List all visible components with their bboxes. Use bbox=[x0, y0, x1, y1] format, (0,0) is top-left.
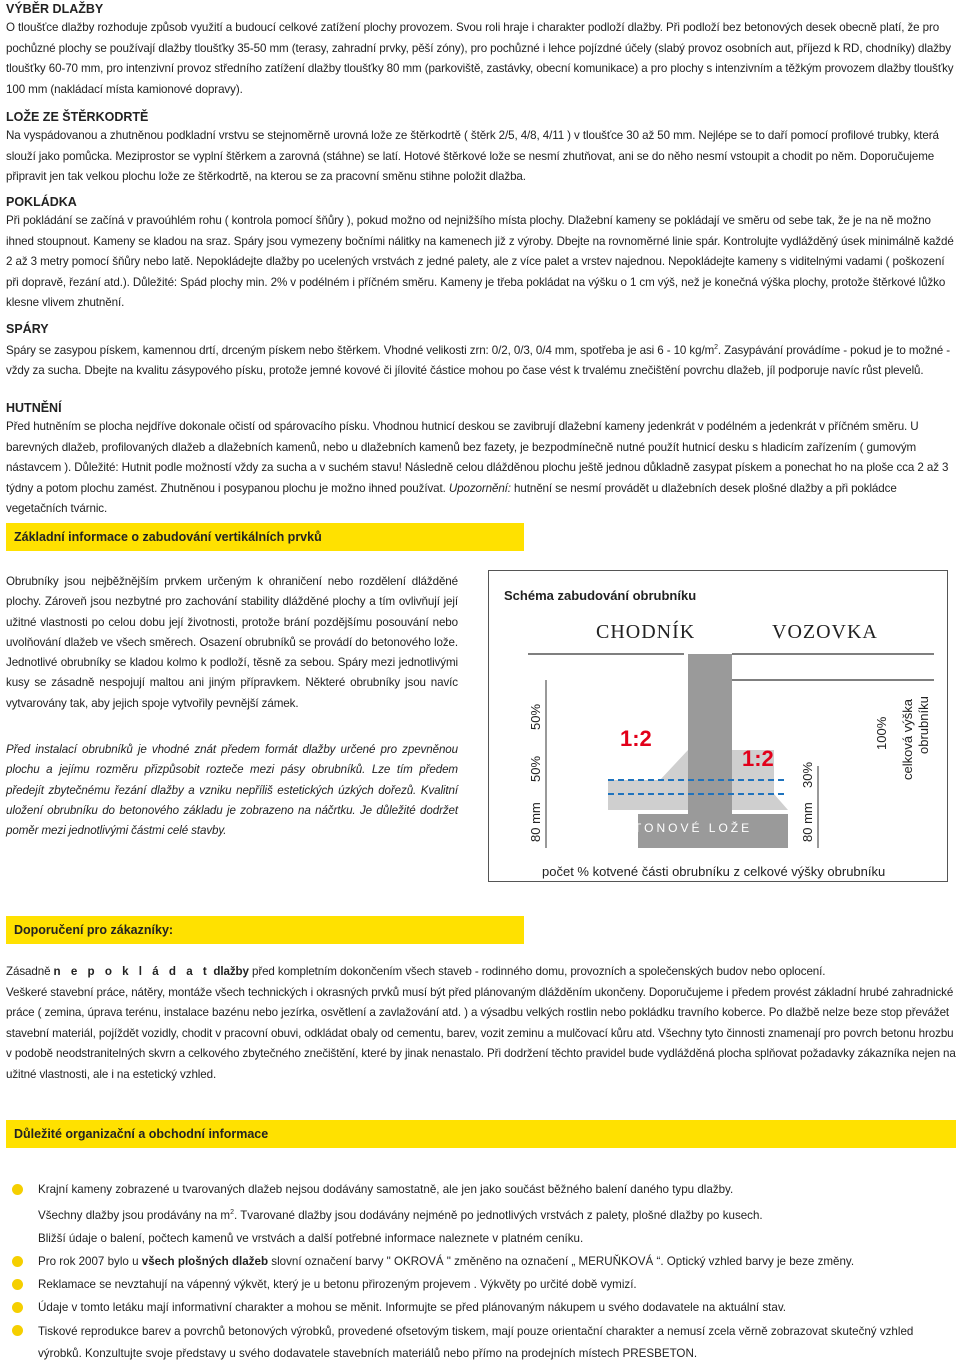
section-doporuceni bbox=[6, 962, 956, 1085]
curb-diagram bbox=[488, 570, 948, 882]
label-80mm-right: 80 mm bbox=[800, 802, 815, 842]
list-item-text: . Tvarované dlažby jsou dodávány nejméně po jednotlivých vrstvách z palety, plošné dlažby po kusech. bbox=[233, 1208, 763, 1222]
text-vertikalni-block bbox=[6, 572, 458, 842]
list-item bbox=[12, 1180, 952, 1199]
list-item-text: Bližší údaje o balení, počtech kamenů ve vrstvách a další potřebné informace naleznete v platném ceníku. bbox=[38, 1231, 584, 1245]
list-item-text: Krajní kameny zobrazené u tvarovaných dlažeb nejsou dodávány samostatně, ale jen jako součást běžného balení daného typu dlažby. bbox=[38, 1183, 734, 1196]
bullet-dot bbox=[12, 1256, 23, 1267]
banner-organizacni bbox=[6, 1120, 956, 1148]
text-vertikalni-italic: Před instalací obrubníků je vhodné znát předem formát dlažby určené pro zpevněnou plochu a jejímu rozměru přizpůsobit rozteče mezi pásy obrubníků. Lze tím předem předejít zbytečnému řezání dlažby a vzniku nepříliš estetických úzkých dořezů. Kvalitní uložení obrubníku do betonového základu je zobrazeno na náčrtku. Je důležité dodržet poměr mezi jednotlivými částmi celé stavby. bbox=[6, 743, 458, 838]
bullet-dot bbox=[12, 1325, 23, 1336]
ratio-left: 1:2 bbox=[620, 726, 652, 751]
section-pokladka bbox=[6, 195, 956, 314]
list-item bbox=[12, 1275, 952, 1294]
list-item-text: Všechny dlažby jsou prodávány na m bbox=[38, 1208, 231, 1222]
label-30: 30% bbox=[800, 761, 815, 788]
diagram-caption: počet % kotvené části obrubníku z celkové výšky obrubníku bbox=[542, 864, 886, 879]
heading-spary: SPÁRY bbox=[6, 322, 49, 336]
title-vertikalni: Základní informace o zabudování vertikálních prvků bbox=[14, 530, 322, 544]
heading-hutneni: HUTNĚNÍ bbox=[6, 401, 62, 415]
text-spary-a: Spáry se zasypou pískem, kamennou drtí, drceným pískem nebo štěrkem. Vhodné velikosti zrn: 0/2, 0/3, 0/4 mm, spotřeba je asi 6 - 10 kg/m bbox=[6, 343, 715, 357]
dlazby: dlažby bbox=[210, 965, 249, 978]
list-item bbox=[12, 1203, 952, 1225]
banner-vertikalni bbox=[6, 523, 524, 551]
list-item bbox=[12, 1298, 952, 1317]
text-vyber: O tloušťce dlažby rozhoduje způsob využití a budoucí celkové zatížení plochy provozem. Svou roli hraje i charakter podloží dlažby. Při podloží bez betonových desek obecně platí, že pro pochůzné plochy se používají dlažby tloušťky 35-50 mm (terasy, zahradní prvky, pěší zóny), pro pochůzné i lehce pojízdné účely (slabý provoz osobních aut, příjezd k RD, chodníky) dlažby tloušťky 60-70 mm, pro intenzivní provoz středního zatížení dlažby tloušťky 80 mm (parkoviště, zastávky, obecní komunikace) a pro plochy s intenzivním a těžkým provozem dlažby tloušťky 100 mm (nakládací místa kamionové dopravy). bbox=[6, 21, 954, 96]
section-hutneni bbox=[6, 401, 956, 520]
bullet-dot bbox=[12, 1279, 23, 1290]
text-doporuceni-a: před kompletním dokončením všech staveb - rodinného domu, provozních a společenských budov nebo oplocení. bbox=[248, 965, 826, 978]
text-spary-b: . Zasypávání provádíme - pokud je to možné - vždy za sucha. Dbejte na kvalitu zásypového písku, protože jemné kovové či jílovité částice mohou po čase vést k trvalému znečištění povrchu dlažeb, jíl podporuje navíc růst plevelů. bbox=[6, 343, 951, 378]
text-vertikalni: Obrubníky jsou nejběžnějším prvkem určeným k ohraničení nebo rozdělení dlážděné plochy. Zároveň jsou nezbytné pro zachování stability dlážděné plochy a tím ovlivňují její užitné vlastnosti po celou dobu její životnosti, protože brání pozdějšímu posouvání nebo uvolňování dlažeb ve všech směrech. Osazení obrubníků se provádí do betonového lože. Jednotlivé obrubníky se kladou kolmo k podloží, těsně za sebou. Spáry mezi jednotlivými kusy se zásadně nespojují maltou ani jiným přípravkem. Některé obrubníky jsou navíc vytvarovány tak, aby jejich spoje vytvořily pevnější zámek. bbox=[6, 575, 458, 710]
upozorneni-label: Upozornění: bbox=[448, 481, 511, 495]
text-doporuceni bbox=[6, 962, 956, 983]
organizacni-list bbox=[12, 1180, 952, 1365]
curb-stone bbox=[688, 654, 732, 814]
bullet-dot bbox=[12, 1184, 23, 1195]
text-doporuceni-b: Veškeré stavební práce, nátěry, montáže všech technických i okrasných prvků musí být před plánovaným dlážděním ukončeny. Doporučujeme i předem provést základní hrubé zahradnické práce ( zemina, úprava terénu, instalace bazénu nebo jezírka, osvětlení a zavlažování atd. ) a výsadbu velkých rostlin nebo pokládku travního koberce. Po dlažbě nelze beze stop převážet stavební materiál, pojíždět vozidly, chodit v pracovní obuvi, odkládat obaly od cementu, barev, vozit zeminu a mulčovací kůru atd. Všechny tyto činnosti znamenají pro povrch betonu hrozbu v podobě neodstranitelných skvrn a celkového zbytečného znečištění, které by jinak nenastalo. Při dodržení těchto pravidel bude vydlážděná plocha splňovat požadavky zákazníka nejen na užitné vlastnosti, ale i na estetický vzhled. bbox=[6, 985, 956, 1081]
label-celkova-2: obrubníku bbox=[916, 696, 931, 754]
title-organizacni: Důležité organizační a obchodní informace bbox=[14, 1127, 269, 1141]
section-spary bbox=[6, 322, 956, 382]
label-vozovka: VOZOVKA bbox=[772, 621, 878, 643]
nepokladat: n e p o k l á d a t bbox=[53, 965, 211, 978]
title-doporuceni: Doporučení pro zákazníky: bbox=[14, 923, 174, 937]
text-hutneni-b: hutnění se nesmí provádět u dlažebních desek plošné dlažby a při pokládce vegetačních tvárnic. bbox=[6, 481, 897, 515]
list-item bbox=[12, 1321, 952, 1365]
heading-vyber: VÝBĚR DLAŽBY bbox=[6, 2, 104, 16]
curb-diagram-svg bbox=[488, 570, 948, 882]
zasadne: Zásadně bbox=[6, 965, 54, 978]
text-spary bbox=[6, 338, 956, 382]
list-item-text: Údaje v tomto letáku mají informativní charakter a mohou se měnit. Informujte se před plánovaným nákupem u svého dodavatele na aktuální stav. bbox=[38, 1300, 786, 1314]
label-chodnik: CHODNÍK bbox=[596, 621, 696, 643]
heading-pokladka: POKLÁDKA bbox=[6, 195, 77, 209]
text-hutneni bbox=[6, 417, 956, 520]
list-item-text: Pro rok 2007 bylo u bbox=[38, 1254, 142, 1268]
text-pokladka: Při pokládání se začíná v pravoúhlém rohu ( kontrola pomocí šňůry ), pokud možno od nejnižšího místa plochy. Dlažební kameny se pokládají ve směru od sebe tak, že je na ně možno ihned stoupnout. Kameny se kladou na sraz. Spáry jsou vymezeny bočními nálitky na kamenech již z výroby. Dbejte na rovnoměrné linie spár. Kontrolujte vydlážděný úsek minimálně každé 2 až 3 metry pomocí šňůry nebo latě. Nepokládejte dlažby po ucelených vrstvách z jedné palety, ale z více palet a vrstev najednou. Nepokládejte kameny s viditelnými vadami ( poškození při dopravě, řezání atd.). Důležité: Spád plochy min. 2% v podélném i příčném směru. Kameny je třeba pokládat na výšku o 1 cm výš, než je konečná výška plochy, protože štěrkové lůžko klesne vlivem zhutnění. bbox=[6, 214, 954, 309]
text-loze: Na vyspádovanou a zhutněnou podkladní vrstvu se stejnoměrně urovná lože ze štěrkodrtě ( štěrk 2/5, 4/8, 4/11 ) v tloušťce 30 až 50 mm. Nejlépe se to daří pomocí profilové trubky, která slouží jako pomůcka. Meziprostor se vyplní štěrkem a zarovná (stáhne) se latí. Hotové štěrkové lože se nesmí zhutňovat, ani se do něho nesmí vstoupit a chodit po něm. Doporučujeme připravit jen tak velkou plochu lože ze štěrkodrtě, na kterou se za pracovní směnu stihne položit dlažba. bbox=[6, 129, 939, 183]
bullet-dot bbox=[12, 1302, 23, 1313]
list-item bbox=[12, 1252, 952, 1271]
list-item bbox=[12, 1229, 952, 1248]
label-beton: BETONOVÉ LOŽE bbox=[612, 821, 753, 835]
label-celkova-1: celková výška bbox=[900, 699, 915, 780]
list-item-text: Tiskové reprodukce barev a povrchů betonových výrobků, provedené ofsetovým tiskem, mají pouze orientační charakter a nemusí zcela věrně zobrazovat skutečný vzhled výrobků. Konzultujte svoje představy u svého dodavatele stavebních materiálů nebo přímo na prodejních místech PRESBETON. bbox=[38, 1324, 914, 1360]
section-loze bbox=[6, 110, 956, 188]
banner-doporuceni bbox=[6, 916, 524, 944]
section-vyber bbox=[6, 2, 956, 100]
ratio-right: 1:2 bbox=[742, 746, 774, 771]
list-item-text: Reklamace se nevztahují na vápenný výkvět, který je u betonu přirozeným projevem . Výkvěty po určité době vymizí. bbox=[38, 1277, 637, 1291]
list-item-bold: všech plošných dlažeb bbox=[141, 1254, 269, 1268]
label-50-bottom: 50% bbox=[528, 755, 543, 782]
list-item-text: slovní označení barvy " OKROVÁ " změněno na označení „ MERUŇKOVÁ “. Optický vzhled barvy je beze změny. bbox=[268, 1254, 855, 1268]
label-100: 100% bbox=[874, 716, 889, 750]
heading-loze: LOŽE ZE ŠTĚRKODRTĚ bbox=[6, 110, 149, 124]
label-50-top: 50% bbox=[528, 703, 543, 730]
sup-m2: 2 bbox=[714, 344, 718, 351]
text-hutneni-a: Před hutněním se plocha nejdříve dokonale očistí od spárovacího písku. Vhodnou hutnicí deskou se zavibrují dlažební kameny jedenkrát v podélném a jedenkrát v příčném směru. U barevných dlažeb, profilovaných dlažeb a dlažebních kamenů, nebo u dlažebních kamenů bez fazety, je bezpodmínečně nutné použít hutnicí desku s hladicím zařízením ( gumovým nástavcem ). Důležité: Hutnit podle možností vždy za sucha a v suchém stavu! Následně celou dlážděnou plochu ještě jednou důkladně zasypat pískem a ponechat ho na ploše cca 2 až 3 týdny a potom plochu zamést. Zhutněnou i posypanou plochu je možno ihned používat. bbox=[6, 420, 949, 495]
sup-m2-list: 2 bbox=[230, 1209, 234, 1216]
diagram-title: Schéma zabudování obrubníku bbox=[504, 588, 697, 603]
label-80mm-left: 80 mm bbox=[528, 802, 543, 842]
